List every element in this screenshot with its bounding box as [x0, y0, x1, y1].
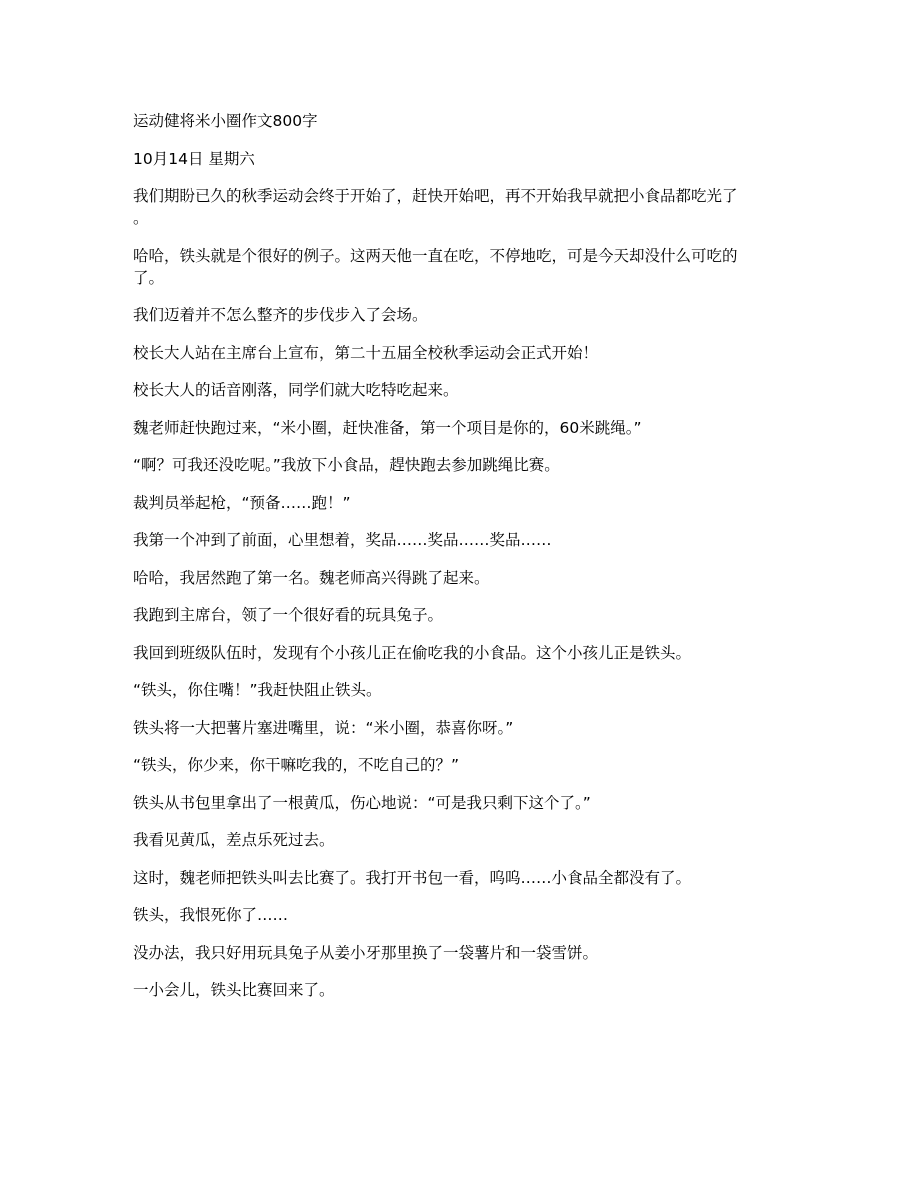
paragraph [133, 642, 738, 664]
document-body [133, 110, 738, 1017]
paragraph-line: 我看见黄瓜，差点乐死过去。 [133, 831, 335, 849]
paragraph [133, 867, 738, 889]
paragraph-line: 这时，魏老师把铁头叫去比赛了。我打开书包一看，呜呜……小食品全都没有了。 [133, 868, 692, 887]
paragraph-line: 我第一个冲到了前面，心里想着，奖品……奖品……奖品…… [133, 531, 552, 549]
date-text: 10月14日 星期六 [133, 149, 255, 168]
paragraph-line: 了。 [133, 268, 165, 287]
paragraph [133, 904, 738, 926]
paragraph-line: 铁头从书包里拿出了一根黄瓜，伤心地说：“可是我只剩下这个了。” [133, 793, 591, 812]
paragraph-line: 没办法，我只好用玩具兔子从姜小牙那里换了一袋薯片和一袋雪饼。 [133, 943, 599, 962]
paragraph [133, 304, 738, 326]
paragraph [133, 792, 738, 814]
paragraph [133, 492, 738, 514]
paragraph [133, 529, 738, 551]
paragraph [133, 754, 738, 776]
paragraph-line: 校长大人的话音刚落，同学们就大吃特吃起来。 [133, 381, 459, 399]
paragraph-line: 。 [133, 209, 149, 227]
paragraph [133, 567, 738, 589]
paragraph-line: 我们期盼已久的秋季运动会终于开始了，赶快开始吧，再不开始我早就把小食品都吃光了 [133, 187, 738, 205]
paragraph-line: 一小会儿，铁头比赛回来了。 [133, 981, 335, 999]
paragraph [133, 379, 738, 401]
paragraph-line: 魏老师赶快跑过来，“米小圈，赶快准备，第一个项目是你的，60米跳绳。” [133, 418, 642, 437]
paragraph-line: “铁头，你住嘴！”我赶快阻止铁头。 [133, 681, 382, 699]
paragraph-line: 我们迈着并不怎么整齐的步伐步入了会场。 [133, 306, 428, 324]
paragraph [133, 185, 738, 229]
paragraph-line: 我回到班级队伍时，发现有个小孩儿正在偷吃我的小食品。这个小孩儿正是铁头。 [133, 643, 692, 662]
paragraph [133, 979, 738, 1001]
paragraph [133, 417, 738, 439]
paragraph-line: 铁头，我恨死你了…… [133, 906, 289, 924]
paragraph [133, 942, 738, 964]
paragraph-line: “铁头，你少来，你干嘛吃我的，不吃自己的？” [133, 756, 460, 774]
paragraph [133, 829, 738, 851]
paragraph-line: 我跑到主席台，领了一个很好看的玩具兔子。 [133, 606, 444, 624]
paragraph-line: 哈哈，铁头就是个很好的例子。这两天他一直在吃，不停地吃，可是今天却没什么可吃的 [133, 246, 738, 265]
paragraph [133, 679, 738, 701]
paragraph-line: 哈哈，我居然跑了第一名。魏老师高兴得跳了起来。 [133, 568, 490, 587]
paragraph-line: “啊？可我还没吃呢。”我放下小食品，趕快跑去参加跳绳比赛。 [133, 456, 560, 474]
paragraph [133, 245, 738, 289]
paragraph-line: 校长大人站在主席台上宣布，第二十五届全校秋季运动会正式开始！ [133, 343, 599, 362]
document-title [133, 110, 738, 132]
paragraph [133, 604, 738, 626]
paragraph [133, 342, 738, 364]
title-text: 运动健将米小圈作文800字 [133, 112, 318, 130]
paragraph [133, 454, 738, 476]
paragraph-line: 裁判员举起枪，“预备……跑！” [133, 493, 351, 512]
paragraph [133, 717, 738, 739]
document-date [133, 148, 738, 170]
paragraph-line: 铁头将一大把薯片塞进嘴里，说：“米小圈，恭喜你呀。” [133, 718, 514, 737]
